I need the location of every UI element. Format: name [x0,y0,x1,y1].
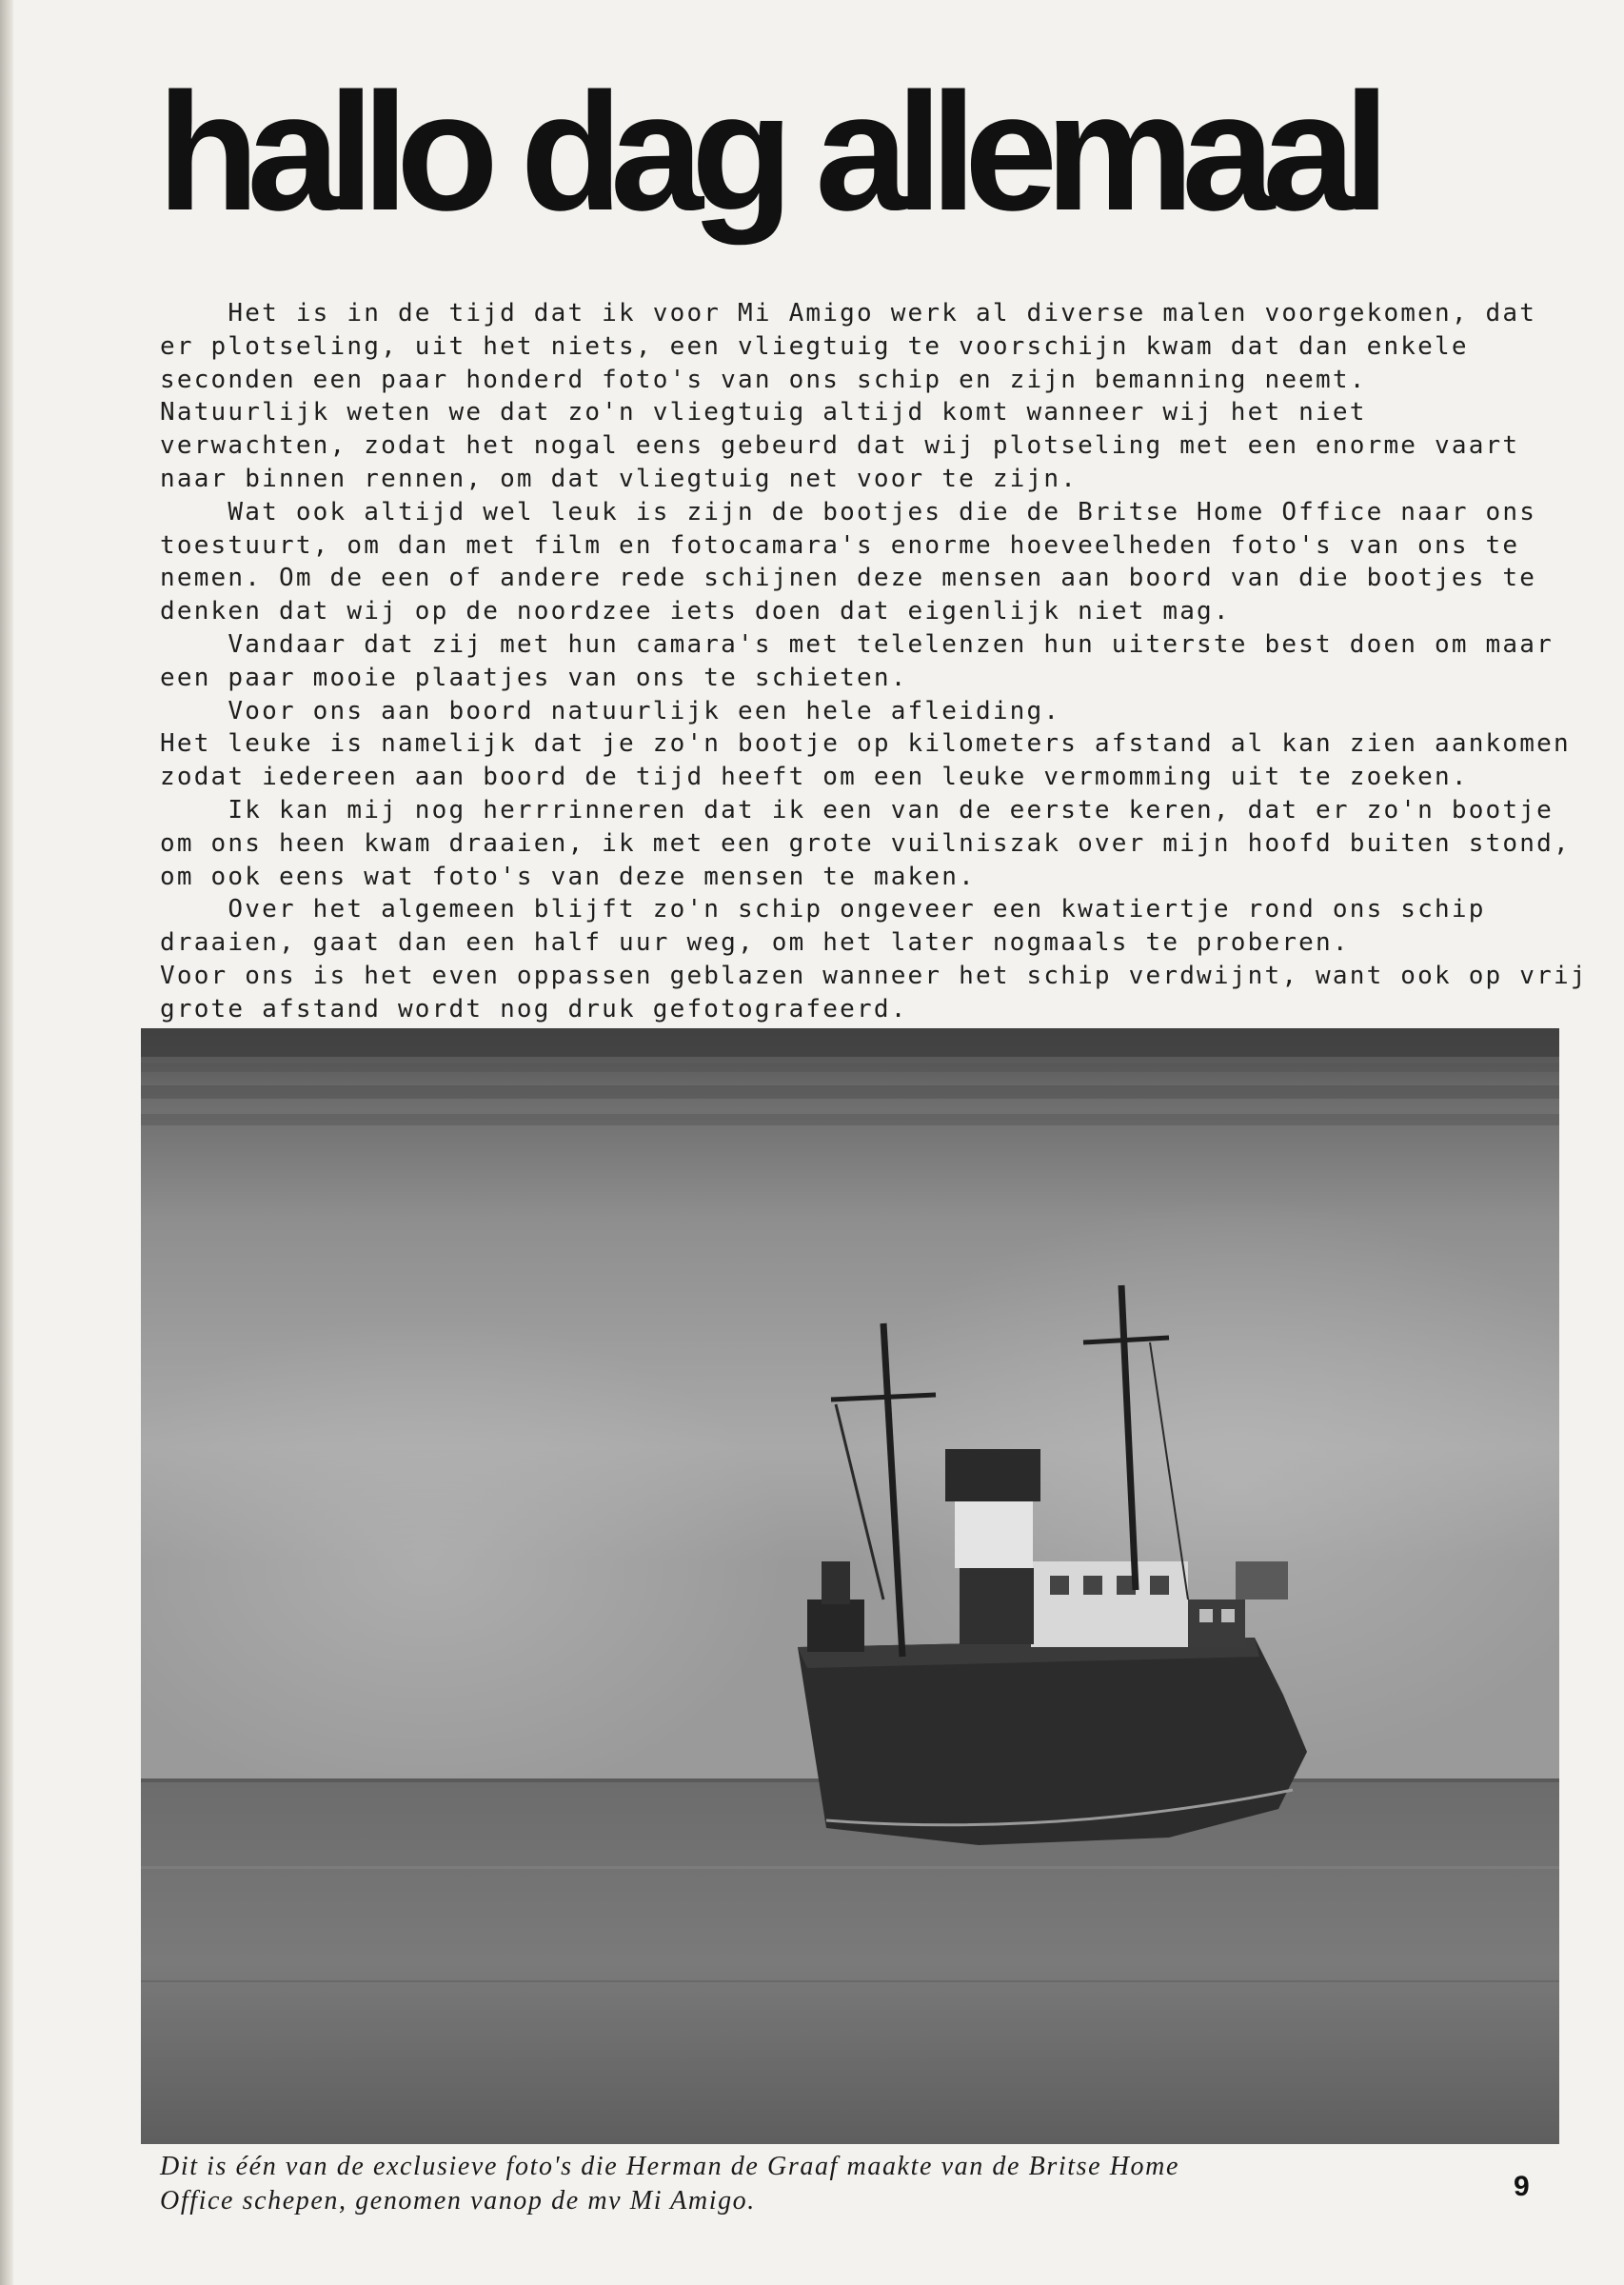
body-line: verwachten, zodat het nogal eens gebeurd dat wij plotseling met een enorme vaart [160,431,1520,461]
ship-photo-illustration [141,1028,1559,2144]
body-line: draaien, gaat dan een half uur weg, om het later nogmaals te proberen. [160,928,1350,958]
body-line: Voor ons aan boord natuurlijk een hele afleiding. [160,696,1061,725]
body-line: seconden een paar honderd foto's van ons schip en zijn bemanning neemt. [160,365,1367,394]
body-line: Natuurlijk weten we dat zo'n vliegtuig altijd komt wanneer wij het niet [160,398,1367,427]
body-line: nemen. Om de een of andere rede schijnen deze mensen aan boord van die bootjes te [160,564,1537,593]
body-line: Over het algemeen blijft zo'n schip ongeveer een kwatiertje rond ons schip [160,895,1486,924]
body-line: zodat iedereen aan boord de tijd heeft om een leuke vermomming uit te zoeken. [160,763,1469,792]
body-line: Wat ook altijd wel leuk is zijn de bootjes die de Britse Home Office naar ons [160,497,1537,527]
body-line: er plotseling, uit het niets, een vliegtuig te voorschijn kwam dat dan enkele [160,331,1469,361]
article-body [160,297,1588,1026]
body-line: Voor ons is het even oppassen geblazen wanneer het schip verdwijnt, want ook op vrij [160,961,1588,990]
body-line: Het is in de tijd dat ik voor Mi Amigo werk al diverse malen voorgekomen, dat [160,299,1537,328]
body-line: denken dat wij op de noordzee iets doen dat eigenlijk niet mag. [160,597,1231,626]
page-number: 9 [1514,2171,1530,2202]
body-line: grote afstand wordt nog druk gefotografeerd. [160,994,908,1023]
body-line: naar binnen rennen, om dat vliegtuig net voor te zijn. [160,464,1079,493]
body-line: Het leuke is namelijk dat je zo'n bootje op kilometers afstand al kan zien aankomen [160,729,1571,759]
caption-line: Office schepen, genomen vanop de mv Mi Amigo. [160,2186,756,2215]
body-line: Vandaar dat zij met hun camara's met telelenzen hun uiterste best doen om maar [160,629,1554,659]
top-band [141,1028,1559,1057]
body-line: om ook eens wat foto's van deze mensen te maken. [160,862,976,891]
sea [141,1780,1559,2144]
page-binding-edge [0,0,13,2285]
article-title: hallo dag allemaal [157,59,1378,246]
body-line: een paar mooie plaatjes van ons te schieten. [160,663,908,692]
body-line: om ons heen kwam draaien, ik met een grote vuilniszak over mijn hoofd buiten stond, [160,828,1571,858]
photo-caption [160,2150,1512,2218]
body-line: Ik kan mij nog herrrinneren dat ik een van de eerste keren, dat er zo'n bootje [160,795,1554,825]
ship-photo [141,1028,1559,2144]
caption-line: Dit is één van de exclusieve foto's die Herman de Graaf maakte van de Britse Home [160,2152,1179,2181]
body-line: toestuurt, om dan met film en fotocamara's enorme hoeveelheden foto's van ons te [160,530,1520,560]
